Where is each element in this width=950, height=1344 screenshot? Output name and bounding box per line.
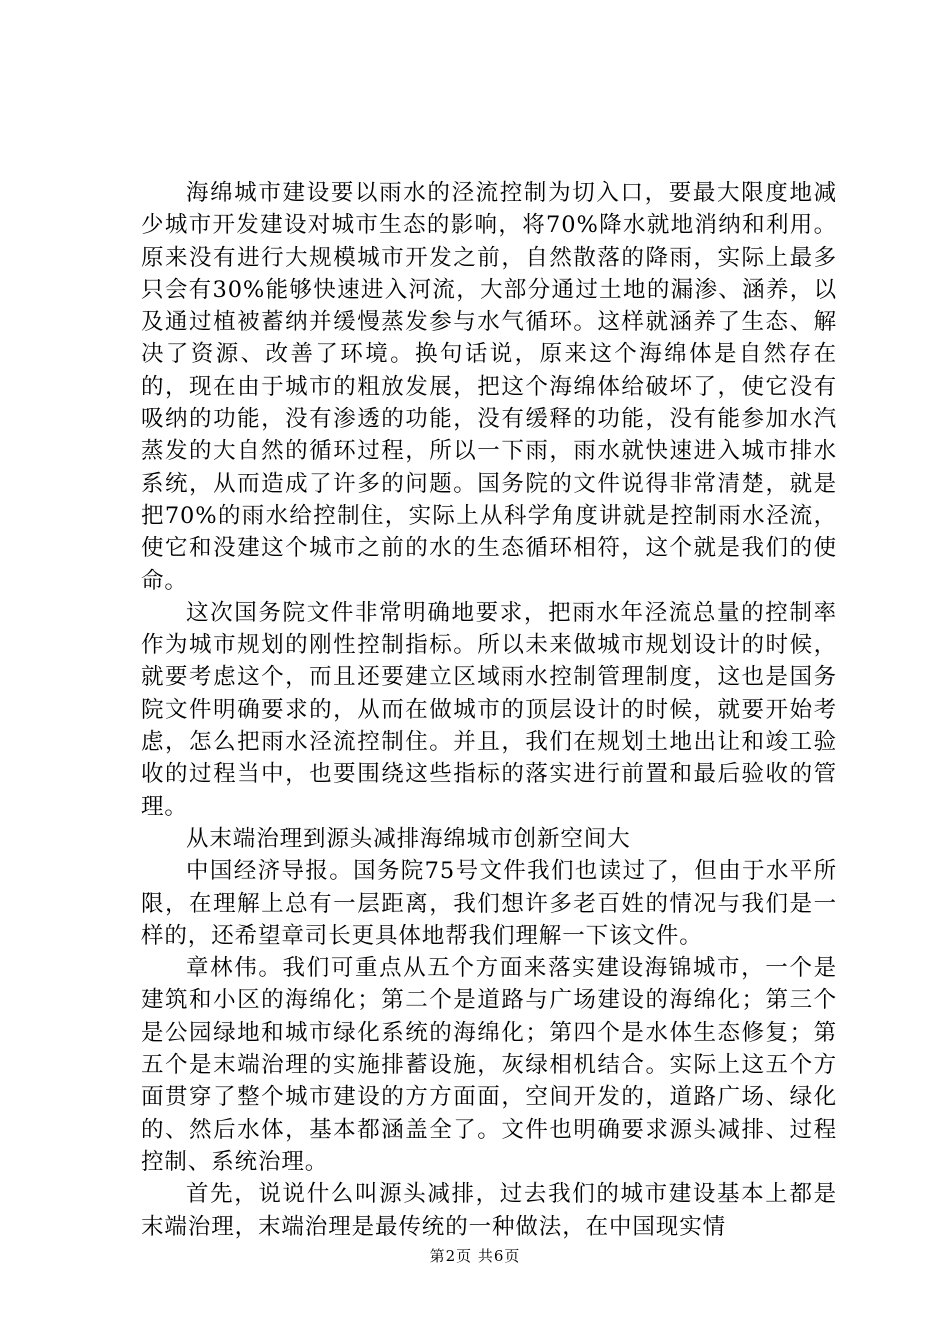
paragraph-sponge-city-runoff: 海绵城市建设要以雨水的泾流控制为切入口，要最大限度地减少城市开发建设对城市生态的影响，将70%降水就地消纳和利用。原来没有进行大规模城市开发之前，自然散落的降雨，实际上最多只会有30%能够快速进入河流，大部分通过土地的漏渗、涵养，以及通过植被蓄纳并缓慢蒸发参与水气循环。这样就涵养了生态、解决了资源、改善了环境。换句话说，原来这个海绵体是自然存在的，现在由于城市的粗放发展，把这个海绵体给破坏了，使它没有吸纳的功能，没有渗透的功能，没有缓释的功能，没有能参加水汽蒸发的大自然的循环过程，所以一下雨，雨水就快速进入城市排水系统，从而造成了许多的问题。国务院的文件说得非常清楚，就是把70%的雨水给控制住，实际上从科学角度讲就是控制雨水泾流，使它和没建这个城市之前的水的生态循环相符，这个就是我们的使命。 [141,180,837,594]
paragraph-state-council-requirements: 这次国务院文件非常明确地要求，把雨水年泾流总量的控制率作为城市规划的刚性控制指标。所以未来做城市规划设计的时候，就要考虑这个，而且还要建立区域雨水控制管理制度，这也是国务院文件明确要求的，从而在做城市的顶层设计的时候，就要开始考虑，怎么把雨水泾流控制住。并且，我们在规划土地出让和竣工验收的过程当中，也要围绕这些指标的落实进行前置和最后验收的管理。 [141,599,837,820]
paragraph-five-aspects-answer: 章林伟。我们可重点从五个方面来落实建设海锦城市，一个是建筑和小区的海绵化；第二个是道路与广场建设的海绵化；第三个是公园绿地和城市绿化系统的海绵化；第四个是水体生态修复；第五个是末端治理的实施排蓄设施，灰绿相机结合。实际上这五个方面贯穿了整个城市建设的方方面面，空间开发的，道路广场、绿化的、然后水体，基本都涵盖全了。文件也明确要求源头减排、过程控制、系统治理。 [141,955,837,1175]
section-heading: 从末端治理到源头减排海绵城市创新空间大 [186,825,631,852]
paragraph-interviewer-question: 中国经济导报。国务院75号文件我们也读过了，但由于水平所限，在理解上总有一层距离，我们想许多老百姓的情况与我们是一样的，还希望章司长更具体地帮我们理解一下该文件。 [141,858,837,949]
article-body [141,177,837,1243]
paragraph-source-reduction: 首先，说说什么叫源头减排，过去我们的城市建设基本上都是末端治理，末端治理是最传统的一种做法，在中国现实情 [141,1181,837,1240]
page-number-footer: 第2页 共6页 [429,1247,521,1265]
